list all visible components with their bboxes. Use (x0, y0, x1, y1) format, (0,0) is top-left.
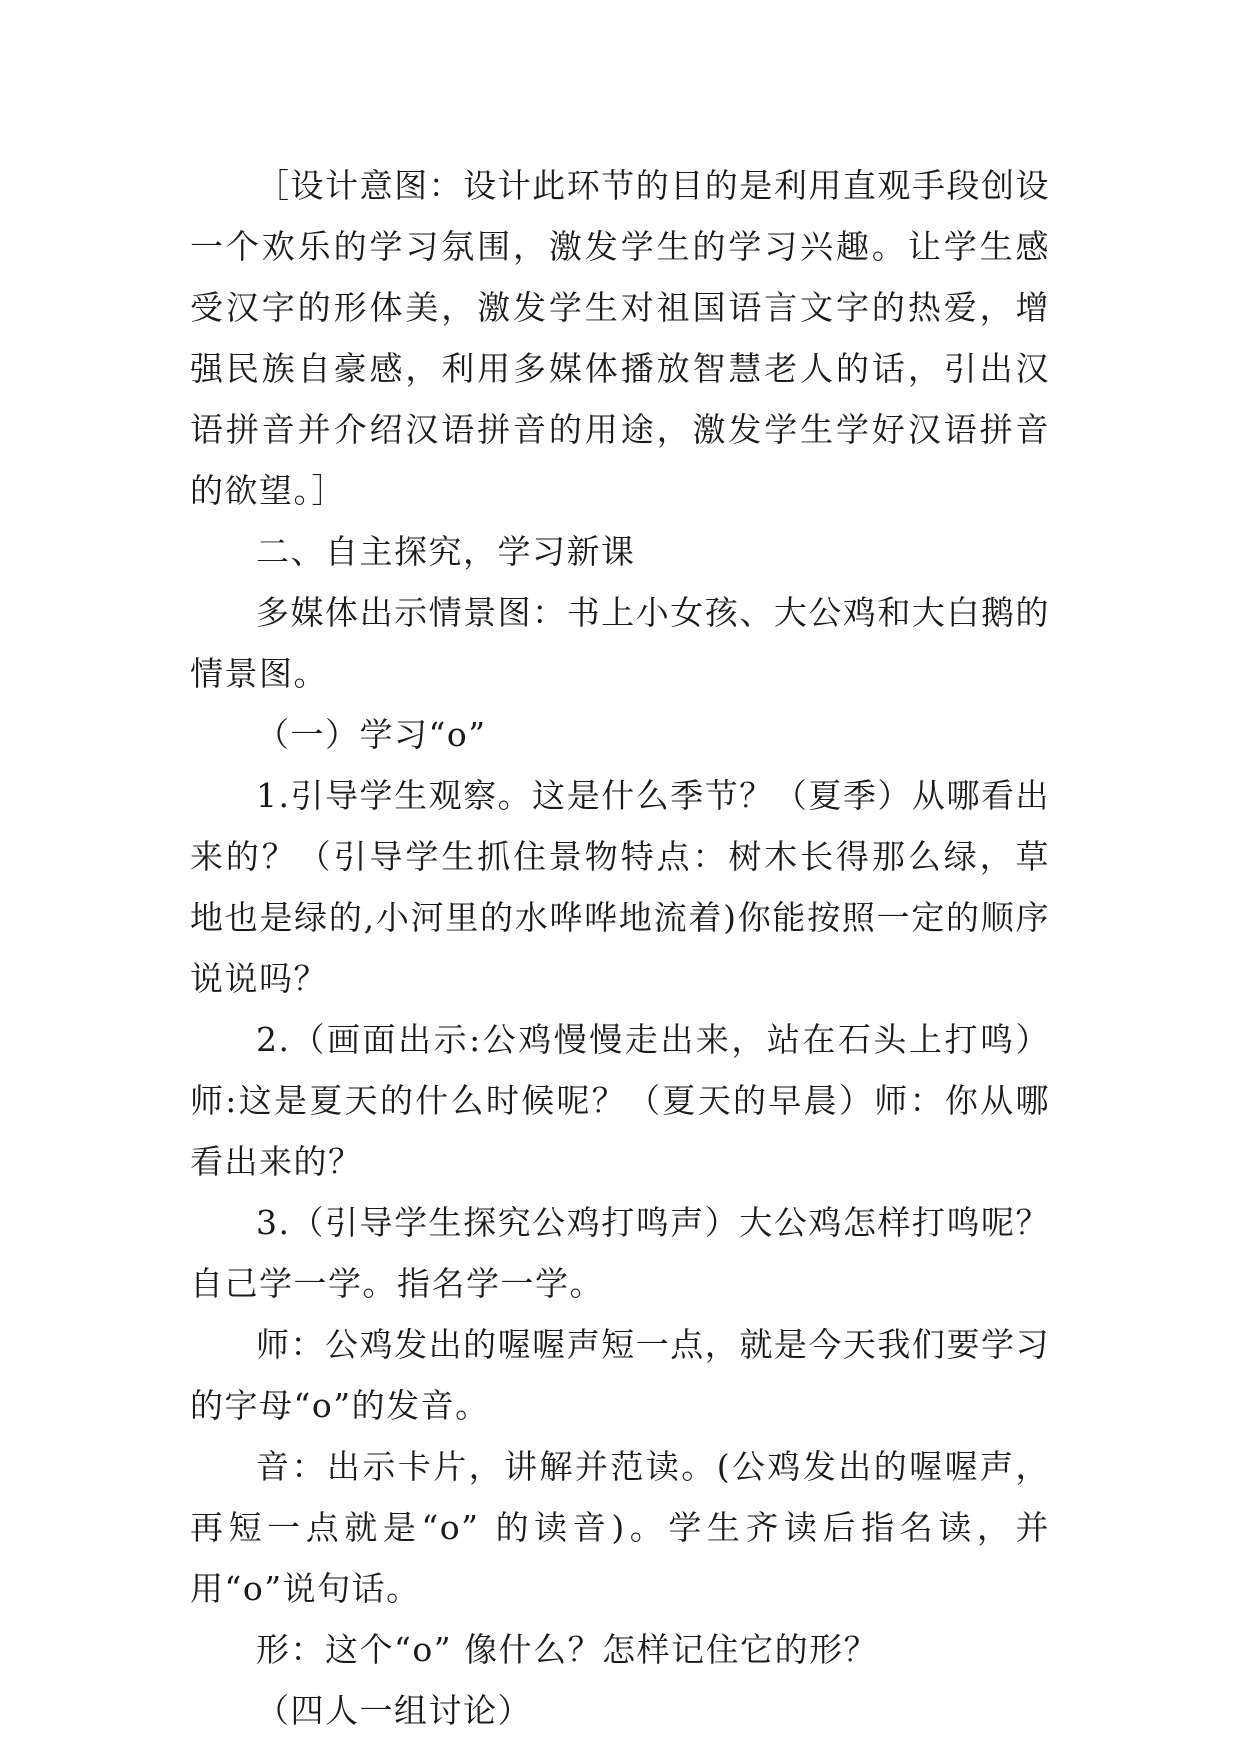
subsection-heading: （一）学习“o” (256, 715, 487, 754)
paragraph-step-1: 1.引导学生观察。这是什么季节？（夏季）从哪看出来的？（引导学生抓住景物特点：树木长得那么绿，草地也是绿的,小河里的水哗哗地流着)你能按照一定的顺序说说吗？ (190, 776, 1050, 998)
paragraph-shape: 形：这个“o” 像什么？怎样记住它的形？ (256, 1630, 879, 1669)
paragraph-design-intent: ［设计意图：设计此环节的目的是利用直观手段创设一个欢乐的学习氛围，激发学生的学习兴趣。让学生感受汉字的形体美，激发学生对祖国语言文字的热爱，增强民族自豪感，利用多媒体播放智慧老人的话，引出汉语拼音并介绍汉语拼音的用途，激发学生学好汉语拼音的欲望。］ (190, 166, 1050, 510)
document-body (190, 155, 1050, 1741)
paragraph-sound: 音：出示卡片，讲解并范读。(公鸡发出的喔喔声，再短一点就是“o” 的读音)。学生齐读后指名读，并用“o”说句话。 (190, 1447, 1050, 1608)
paragraph-step-2: 2.（画面出示:公鸡慢慢走出来，站在石头上打鸣）师:这是夏天的什么时候呢？（夏天的早晨）师：你从哪看出来的？ (190, 1020, 1050, 1181)
paragraph-discussion: （四人一组讨论） (256, 1691, 532, 1730)
paragraph-teacher: 师：公鸡发出的喔喔声短一点，就是今天我们要学习的字母“o”的发音。 (190, 1325, 1050, 1425)
paragraph-multimedia: 多媒体出示情景图：书上小女孩、大公鸡和大白鹅的情景图。 (190, 593, 1050, 693)
paragraph-step-3: 3.（引导学生探究公鸡打鸣声）大公鸡怎样打鸣呢？自己学一学。指名学一学。 (190, 1203, 1050, 1303)
section-heading: 二、自主探究，学习新课 (256, 532, 636, 571)
